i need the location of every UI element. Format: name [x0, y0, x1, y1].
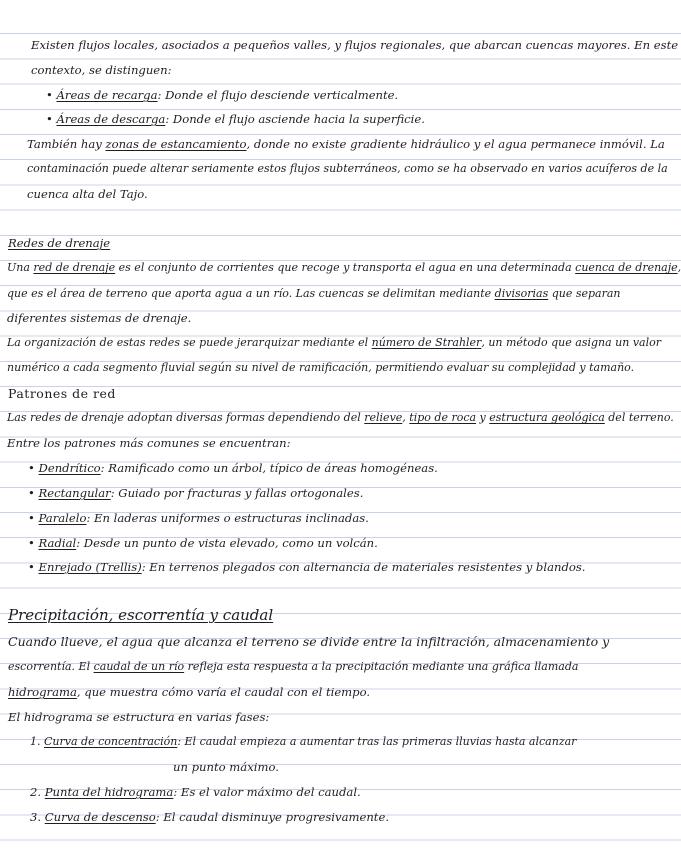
pattern-term: Rectangular	[38, 486, 111, 500]
section-title: Redes de drenaje	[8, 236, 111, 250]
pattern-item	[28, 556, 586, 578]
bullet-item	[46, 108, 576, 130]
paragraph-text: El hidrograma se estructura en varias fases:	[8, 710, 270, 724]
paragraph-text: cuenca alta del Tajo.	[27, 187, 148, 201]
pattern-text: : En laderas uniformes o estructuras inclinadas.	[86, 511, 369, 525]
bullet-icon: •	[28, 461, 39, 475]
text-line	[31, 34, 679, 56]
paragraph-text: , un método que asigna un valor	[481, 336, 662, 349]
underlined-term: estructura geológica	[489, 411, 605, 424]
phase-number: 2.	[30, 785, 42, 799]
section-title: Precipitación, escorrentía y caudal	[8, 606, 274, 624]
pattern-term: Radial	[38, 536, 77, 550]
paragraph-text: numérico a cada segmento fluvial según su nivel de ramificación, permitiendo evaluar su complejidad y tamaño.	[7, 361, 635, 374]
bullet-icon: •	[28, 536, 39, 550]
pattern-item	[28, 507, 578, 529]
paragraph-text: También hay	[27, 137, 106, 151]
paragraph-text: Las redes de drenaje adoptan diversas formas dependiendo del	[7, 411, 365, 424]
paragraph-text: contexto, se distinguen:	[31, 63, 172, 77]
paragraph-text: es el conjunto de corrientes que recoge y transporta el agua en una determinada	[115, 261, 576, 274]
underlined-term: divisorias	[494, 287, 549, 300]
paragraph-text: diferentes sistemas de drenaje.	[7, 311, 192, 325]
bullet-icon: •	[28, 511, 39, 525]
paragraph-text: que es el área de terreno que aporta agua a un río. Las cuencas se delimitan mediante	[7, 287, 495, 300]
underlined-term: cuenca de drenaje	[575, 261, 678, 274]
text-line	[8, 681, 588, 703]
paragraph-text: y	[476, 411, 490, 424]
pattern-item	[28, 457, 578, 479]
pattern-item	[28, 532, 578, 554]
underlined-term: zonas de estancamiento	[105, 137, 247, 151]
paragraph-text: que separan	[548, 287, 621, 300]
bullet-icon: •	[28, 486, 39, 500]
bullet-icon: •	[46, 88, 57, 102]
paragraph-text: refleja esta respuesta a la precipitación mediante una gráfica llamada	[184, 660, 579, 673]
underlined-term: caudal de un río	[93, 660, 185, 673]
paragraph-text: ,	[402, 411, 410, 424]
phase-text: : Es el valor máximo del caudal.	[173, 785, 361, 799]
paragraph-text: Existen flujos locales, asociados a pequeños valles, y flujos regionales, que abarcan cuencas mayores. En este	[31, 38, 679, 52]
text-line	[7, 257, 681, 279]
text-line	[7, 307, 587, 329]
phase-text: un punto máximo.	[173, 760, 279, 774]
text-line	[7, 407, 674, 429]
underlined-term: hidrograma	[8, 685, 77, 699]
text-line	[8, 631, 610, 653]
text-line	[8, 656, 588, 678]
bullet-icon: •	[46, 112, 57, 126]
text-line	[7, 432, 587, 454]
bullet-term: Áreas de descarga	[56, 112, 166, 126]
phase-text: : El caudal empieza a aumentar tras las primeras lluvias hasta alcanzar	[177, 735, 577, 748]
bullet-icon: •	[28, 560, 39, 574]
pattern-item	[28, 482, 578, 504]
bullet-text: : Donde el flujo asciende hacia la superficie.	[165, 112, 425, 126]
paragraph-text: , que muestra cómo varía el caudal con el tiempo.	[76, 685, 371, 699]
phase-item-continuation	[173, 756, 473, 778]
phase-term: Curva de descenso	[44, 810, 156, 824]
section-heading	[8, 232, 568, 254]
underlined-term: tipo de roca	[409, 411, 477, 424]
paragraph-text: ,	[677, 261, 681, 274]
text-line	[27, 158, 668, 180]
paragraph-text: contaminación puede alterar seriamente estos flujos subterráneos, como se ha observado en varios acuíferos de la	[27, 162, 668, 175]
pattern-term: Enrejado (Trellis)	[38, 560, 142, 574]
underlined-term: relieve	[364, 411, 403, 424]
text-line	[27, 183, 582, 205]
section-heading	[8, 603, 568, 627]
phase-item	[30, 806, 582, 828]
bullet-text: : Donde el flujo desciende verticalmente.	[157, 88, 399, 102]
paragraph-text: Una	[7, 261, 34, 274]
text-line	[27, 133, 665, 155]
paragraph-text: Cuando llueve, el agua que alcanza el terreno se divide entre la infiltración, almacenamiento y	[8, 634, 610, 649]
pattern-text: : Ramificado como un árbol, típico de áreas homogéneas.	[100, 461, 438, 475]
underlined-term: número de Strahler	[371, 336, 482, 349]
text-line	[7, 332, 662, 354]
paragraph-text: , donde no existe gradiente hidráulico y el agua permanece inmóvil. La	[246, 137, 665, 151]
bullet-term: Áreas de recarga	[56, 88, 158, 102]
paragraph-text: del terreno.	[604, 411, 674, 424]
text-line	[31, 59, 577, 81]
text-line	[7, 283, 621, 305]
pattern-text: : Desde un punto de vista elevado, como un volcán.	[76, 536, 378, 550]
phase-text: : El caudal disminuye progresivamente.	[155, 810, 390, 824]
text-line	[7, 357, 635, 379]
pattern-text: : En terrenos plegados con alternancia de materiales resistentes y blandos.	[141, 560, 586, 574]
subheading-text: Patrones de red	[8, 386, 116, 401]
underlined-term: red de drenaje	[33, 261, 116, 274]
phase-item	[30, 781, 582, 803]
subheading	[8, 383, 568, 405]
pattern-term: Paralelo	[38, 511, 87, 525]
phase-term: Punta del hidrograma	[44, 785, 174, 799]
pattern-text: : Guiado por fracturas y fallas ortogonales.	[110, 486, 364, 500]
paragraph-text: escorrentía. El	[8, 660, 94, 673]
phase-number: 3.	[30, 810, 42, 824]
paragraph-text: Entre los patrones más comunes se encuentran:	[7, 436, 291, 450]
paragraph-text: La organización de estas redes se puede jerarquizar mediante el	[7, 336, 372, 349]
bullet-item	[46, 84, 576, 106]
text-line	[8, 706, 588, 728]
pattern-term: Dendrítico	[38, 461, 101, 475]
phase-item	[30, 731, 582, 753]
phase-number: 1.	[30, 735, 41, 748]
phase-term: Curva de concentración	[44, 735, 178, 748]
